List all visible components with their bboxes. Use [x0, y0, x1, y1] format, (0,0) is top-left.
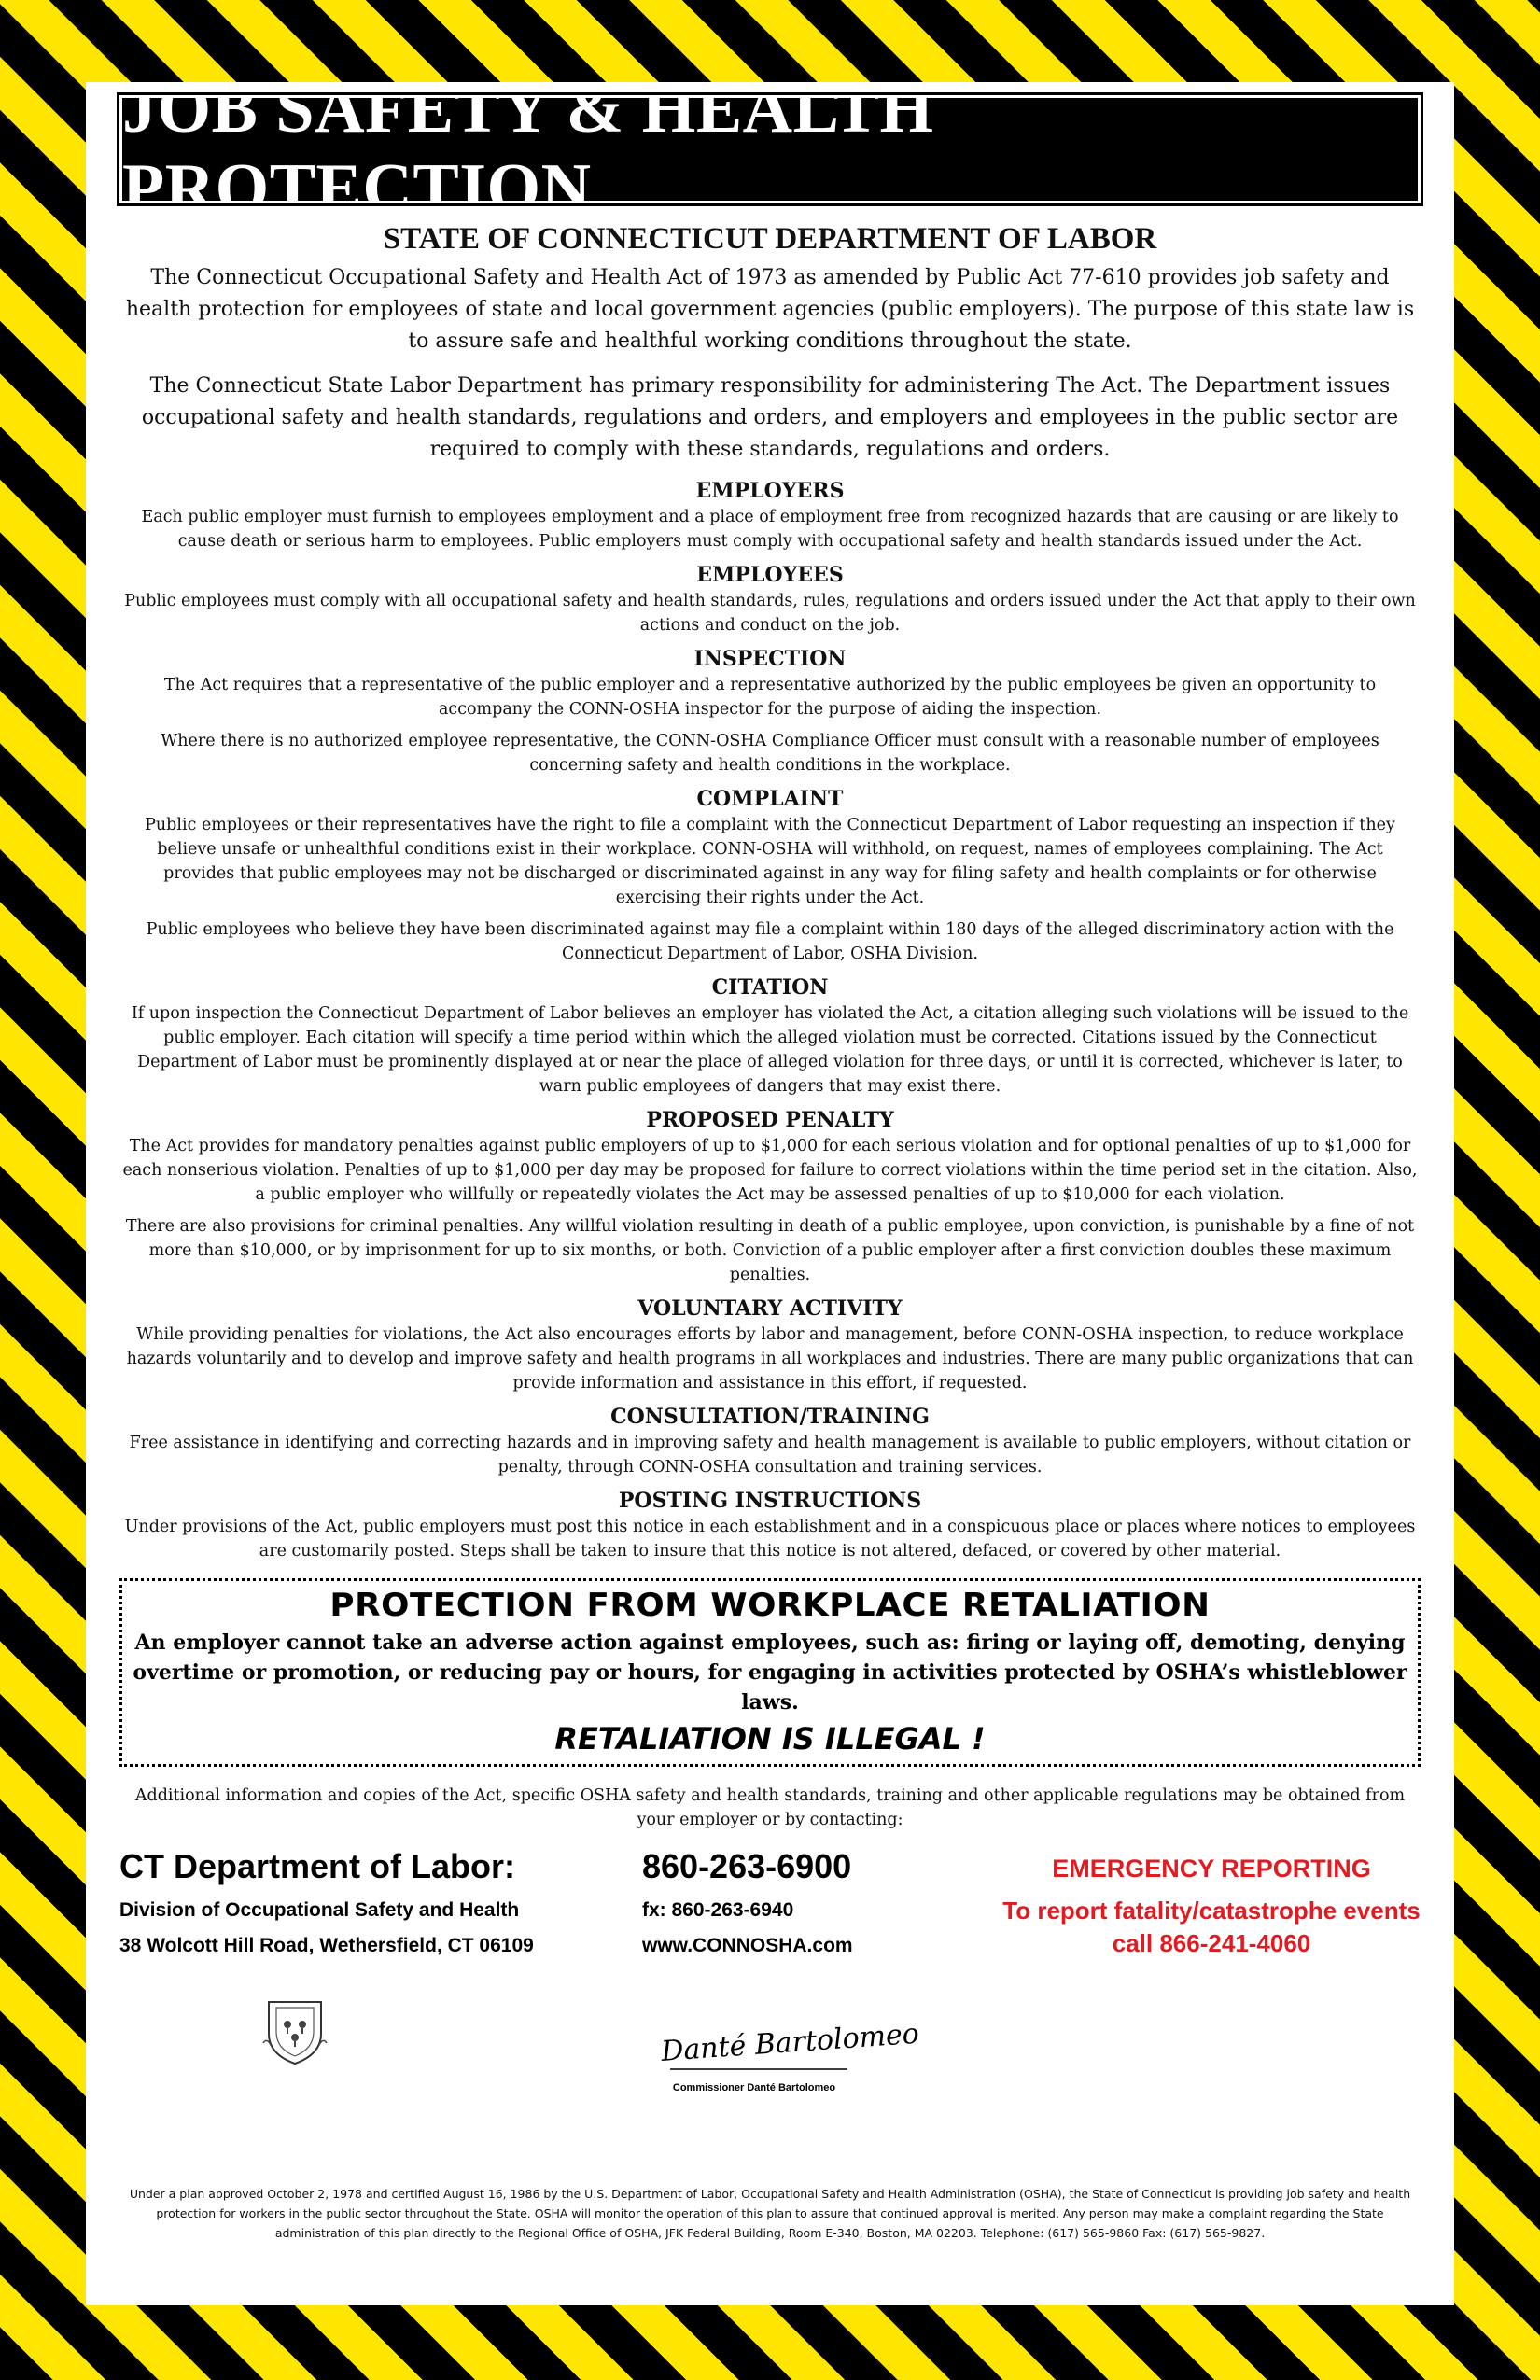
retaliation-heading: PROTECTION FROM WORKPLACE RETALIATION — [329, 1587, 1211, 1624]
fax-number: fx: 860-263-6940 — [642, 1899, 794, 1921]
section-heading: PROPOSED PENALTY — [646, 1108, 894, 1132]
section-employees — [119, 563, 1421, 637]
intro — [119, 262, 1421, 466]
section-heading: CITATION — [711, 975, 829, 1000]
phone-number: 860-263-6900 — [642, 1847, 852, 1885]
section-voluntary-activity — [119, 1296, 1421, 1395]
section-heading: VOLUNTARY ACTIVITY — [637, 1296, 903, 1321]
emergency-phone: call 866-241-4060 — [1112, 1929, 1311, 1957]
emergency-instructions: To report fatality/catastrophe events — [1002, 1897, 1421, 1925]
poster-title: JOB SAFETY & HEALTH PROTECTION — [122, 71, 934, 227]
section-text: If upon inspection the Connecticut Department of Labor believes an employer has violated the Act, a citation alleging such violations will be issued to the public employer. Each citation will specify a time period within which the alleged violation must be corrected. Citations issued by the Connecticut Department of Labor must be prominently displayed at or near the place of alleged violation for three days, or until it is corrected, whichever is later, to warn public employees of dangers that may exist there. — [131, 1004, 1409, 1096]
emergency-column — [978, 1847, 1445, 1958]
section-text: Free assistance in identifying and correcting hazards and in improving safety and health management is available to public employers, without citation or penalty, through CONN-OSHA consultation and training services. — [129, 1434, 1411, 1477]
section-text: Each public employer must furnish to employees employment and a place of employment free from recognized hazards that are causing or are likely to cause death or serious harm to employees. Public employers must comply with occupational safety and health standards issued under the Act. — [141, 508, 1399, 551]
poster-subtitle: STATE OF CONNECTICUT DEPARTMENT OF LABOR — [383, 222, 1157, 256]
section-heading: POSTING INSTRUCTIONS — [618, 1489, 922, 1513]
emergency-title: EMERGENCY REPORTING — [1052, 1855, 1371, 1883]
signature-caption: Commissioner Danté Bartolomeo — [672, 2082, 836, 2093]
section-heading: CONSULTATION/TRAINING — [610, 1405, 930, 1429]
retaliation-text: An employer cannot take an adverse action against employees, such as: firing or laying off, demoting, denying overtime or promotion, or reducing pay or hours, for engaging in activities protected by OSHA’s whistleblower laws. — [133, 1631, 1407, 1715]
section-heading: INSPECTION — [693, 647, 847, 671]
section-posting-instructions — [119, 1489, 1421, 1563]
footer-note: Under a plan approved October 2, 1978 and certified August 16, 1986 by the U.S. Department of Labor, Occupational Safety and Health Administration (OSHA), the State of Connecticut is providing job safety and health protection for workers in the public sector throughout the State. OSHA will monitor the operation of this plan to assure that continued approval is merited. Any person may make a complaint regarding the State administration of this plan directly to the Regional Office of OSHA, JFK Federal Building, Room E-340, Boston, MA 02203. Telephone: (617) 565-9860 Fax: (617) 565-9827. — [129, 2187, 1411, 2240]
website-link[interactable]: www.CONNOSHA.com — [642, 1935, 853, 1956]
signature-script: Danté Bartolomeo — [660, 2017, 920, 2068]
section-inspection — [119, 647, 1421, 777]
title-banner — [119, 71, 1421, 227]
section-consultation-training — [119, 1405, 1421, 1479]
section-text: Under provisions of the Act, public employers must post this notice in each establishment and in a conspicuous place or places where notices to employees are customarily posted. Steps shall be taken to insure that this notice is not altered, defaced, or covered by other material. — [124, 1518, 1416, 1561]
contact-block — [119, 1847, 1421, 2093]
poster-panel — [86, 71, 1454, 2305]
division-name: Division of Occupational Safety and Health — [119, 1899, 520, 1921]
state-seal-icon — [259, 1996, 330, 2067]
intro-paragraph: The Connecticut State Labor Department has primary responsibility for administering The Act. The Department issues occupational safety and health standards, regulations and orders, and employers and employees in the public sector are required to comply with these standards, regulations and orders. — [141, 374, 1399, 461]
intro-paragraph: The Connecticut Occupational Safety and Health Act of 1973 as amended by Public Act 77-610 provides job safety and health protection for employees of state and local government agencies (public employers). The purpose of this state law is to assure safe and healthful working conditions throughout the state. — [125, 266, 1415, 353]
section-text: Public employees who believe they have been discriminated against may file a complaint within 180 days of the alleged discriminatory action with the Connecticut Department of Labor, OSHA Division. — [146, 920, 1394, 963]
section-complaint — [119, 787, 1421, 966]
section-citation — [119, 975, 1421, 1099]
section-proposed-penalty — [119, 1108, 1421, 1287]
section-employers — [119, 479, 1421, 553]
retaliation-illegal-banner: RETALIATION IS ILLEGAL ! — [554, 1721, 986, 1757]
section-text: There are also provisions for criminal penalties. Any willful violation resulting in death of a public employee, upon conviction, is punishable by a fine of not more than $10,000, or by imprisonment for up to six months, or both. Conviction of a public employer after a first conviction doubles these maximum penalties. — [125, 1217, 1415, 1284]
commissioner-signature — [651, 1996, 920, 2080]
section-text: The Act provides for mandatory penalties against public employers of up to $1,000 for each serious violation and for optional penalties of up to $1,000 for each nonserious violation. Penalties of up to $1,000 per day may be proposed for failure to correct violations within the time period set in the citation. Also, a public employer who willfully or repeatedly violates the Act may be assessed penalties of up to $10,000 for each violation. — [122, 1137, 1418, 1204]
section-heading: EMPLOYEES — [696, 563, 844, 587]
retaliation-notice-box — [119, 1578, 1421, 1767]
section-text: Public employees must comply with all occupational safety and health standards, rules, regulations and orders issued under the Act that apply to their own actions and conduct on the job. — [124, 592, 1416, 635]
section-text: While providing penalties for violations, the Act also encourages efforts by labor and management, before CONN-OSHA inspection, to reduce workplace hazards voluntarily and to develop and improve safety and health programs in all workplaces and industries. There are many public organizations that can provide information and assistance in this effort, if requested. — [126, 1325, 1414, 1393]
section-text: The Act requires that a representative of the public employer and a representative authorized by the public employees be given an opportunity to accompany the CONN-OSHA inspector for the purpose of aiding the inspection. — [163, 676, 1377, 719]
department-address: 38 Wolcott Hill Road, Wethersfield, CT 06109 — [119, 1935, 534, 1956]
section-heading: EMPLOYERS — [695, 479, 845, 503]
section-text: Public employees or their representatives have the right to file a complaint with the Connecticut Department of Labor requesting an inspection if they believe unsafe or unhealthful conditions exist in their workplace. CONN-OSHA will withhold, on request, names of employees complaining. The Act provides that public employees may not be discharged or discriminated against in any way for filing safety and health complaints or for otherwise exercising their rights under the Act. — [145, 816, 1395, 907]
department-name: CT Department of Labor: — [119, 1847, 516, 1885]
section-heading: COMPLAINT — [696, 787, 844, 811]
additional-info: Additional information and copies of the Act, specific OSHA safety and health standards, training and other applicable regulations may be obtained from your employer or by contacting: — [134, 1786, 1406, 1829]
phone-column — [642, 1847, 978, 1957]
department-column — [119, 1847, 567, 1957]
section-text: Where there is no authorized employee representative, the CONN-OSHA Compliance Officer must consult with a reasonable number of employees concerning safety and health conditions in the workplace. — [161, 732, 1379, 775]
